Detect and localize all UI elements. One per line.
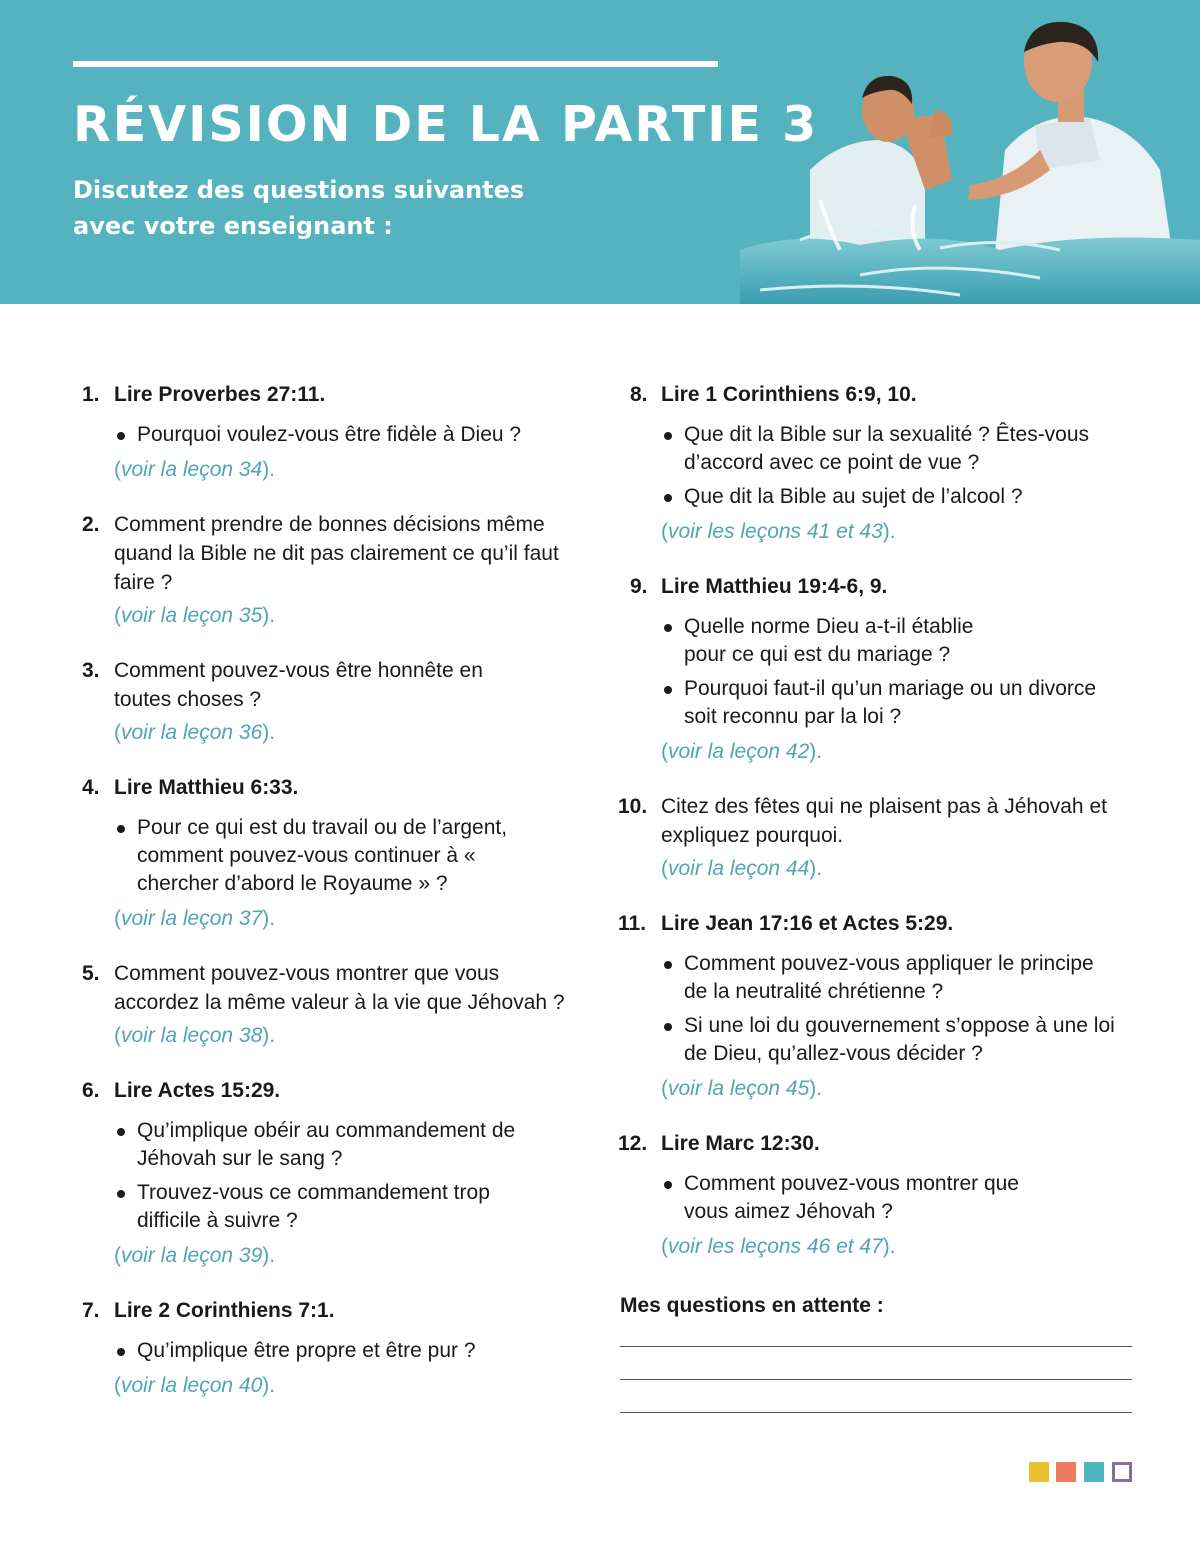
question-9 (618, 572, 1138, 766)
lesson-reference: (voir la leçon 40). (114, 1374, 276, 1397)
lesson-reference: (voir la leçon 35). (114, 604, 276, 627)
question-number: 6. (82, 1079, 100, 1102)
square-outline (1112, 1462, 1132, 1482)
question-7 (82, 1296, 582, 1400)
question-heading: Lire Matthieu 19:4-6, 9. (661, 575, 888, 598)
question-number: 3. (82, 659, 100, 682)
questions-column-right (618, 380, 1138, 1287)
question-heading: Lire 1 Corinthiens 6:9, 10. (661, 383, 917, 406)
square-teal (1084, 1462, 1104, 1482)
answer-line (620, 1346, 1132, 1347)
page-subtitle: Discutez des questions suivantes avec votre enseignant : (73, 176, 525, 240)
baptism-illustration (740, 0, 1200, 304)
question-number: 5. (82, 962, 100, 985)
lesson-reference: (voir la leçon 34). (114, 458, 276, 481)
question-bullet: Que dit la Bible sur la sexualité ? Êtes-vous d’accord avec ce point de vue ? (661, 421, 1124, 477)
lesson-reference: (voir les leçons 46 et 47). (661, 1235, 896, 1258)
question-number: 10. (618, 795, 648, 818)
question-text: Citez des fêtes qui ne plaisent pas à Jéhovah et expliquez pourquoi. (661, 795, 1107, 847)
question-1 (82, 380, 582, 484)
question-4 (82, 773, 582, 933)
question-6 (82, 1076, 582, 1270)
question-5 (82, 959, 582, 1050)
page-title: RÉVISION DE LA PARTIE 3 (73, 96, 819, 153)
question-10 (618, 792, 1138, 883)
question-number: 9. (630, 575, 648, 598)
question-number: 7. (82, 1299, 100, 1322)
lesson-reference: (voir la leçon 45). (661, 1077, 823, 1100)
question-bullet: Que dit la Bible au sujet de l’alcool ? (661, 483, 1138, 511)
question-number: 11. (618, 912, 647, 935)
question-number: 12. (618, 1132, 648, 1155)
question-heading: Lire Actes 15:29. (114, 1079, 281, 1102)
banner-rule (73, 61, 718, 67)
question-bullet: Trouvez-vous ce commandement trop difficile à suivre ? (114, 1179, 497, 1235)
question-bullet: Quelle norme Dieu a-t-il établie pour ce qui est du mariage ? (661, 613, 1014, 669)
question-11 (618, 909, 1138, 1103)
questions-column-left (82, 380, 582, 1426)
question-number: 8. (630, 383, 648, 406)
question-text: Comment pouvez-vous montrer que vous accordez la même valeur à la vie que Jéhovah ? (114, 962, 565, 1014)
header-banner (0, 0, 1200, 304)
square-yellow (1029, 1462, 1049, 1482)
question-heading: Lire Proverbes 27:11. (114, 383, 326, 406)
question-bullet: Pourquoi voulez-vous être fidèle à Dieu ? (114, 421, 582, 449)
question-text: Comment pouvez-vous être honnête en toutes choses ? (114, 659, 483, 711)
question-12 (618, 1129, 1138, 1261)
question-number: 2. (82, 513, 100, 536)
question-heading: Lire Marc 12:30. (661, 1132, 820, 1155)
question-number: 4. (82, 776, 100, 799)
question-bullet: Pourquoi faut-il qu’un mariage ou un divorce soit reconnu par la loi ? (661, 675, 1104, 731)
question-heading: Lire Jean 17:16 et Actes 5:29. (661, 912, 954, 935)
lesson-reference: (voir la leçon 42). (661, 740, 823, 763)
lesson-reference: (voir la leçon 39). (114, 1244, 276, 1267)
question-bullet: Pour ce qui est du travail ou de l’argent, comment pouvez-vous continuer à « chercher d’abord le Royaume » ? (114, 814, 557, 898)
lesson-reference: (voir la leçon 44). (661, 857, 823, 880)
question-3 (82, 656, 582, 747)
lesson-reference: (voir la leçon 36). (114, 721, 276, 744)
lesson-reference: (voir la leçon 37). (114, 907, 276, 930)
answer-line (620, 1379, 1132, 1380)
lesson-reference: (voir la leçon 38). (114, 1024, 276, 1047)
question-bullet: Qu’implique obéir au commandement de Jéhovah sur le sang ? (114, 1117, 537, 1173)
pending-questions-label: Mes questions en attente : (620, 1294, 884, 1317)
question-number: 1. (82, 383, 100, 406)
question-text: Comment prendre de bonnes décisions même quand la Bible ne dit pas clairement ce qu’il faut faire ? (114, 513, 559, 594)
question-bullet: Qu’implique être propre et être pur ? (114, 1337, 582, 1365)
question-bullet: Comment pouvez-vous appliquer le principe de la neutralité chrétienne ? (661, 950, 1104, 1006)
question-8 (618, 380, 1138, 546)
answer-line (620, 1412, 1132, 1413)
question-heading: Lire 2 Corinthiens 7:1. (114, 1299, 335, 1322)
question-bullet: Si une loi du gouvernement s’oppose à une loi de Dieu, qu’allez-vous décider ? (661, 1012, 1124, 1068)
question-heading: Lire Matthieu 6:33. (114, 776, 299, 799)
square-orange (1056, 1462, 1076, 1482)
lesson-reference: (voir les leçons 41 et 43). (661, 520, 896, 543)
question-2 (82, 510, 582, 630)
question-bullet: Comment pouvez-vous montrer que vous aimez Jéhovah ? (661, 1170, 1024, 1226)
